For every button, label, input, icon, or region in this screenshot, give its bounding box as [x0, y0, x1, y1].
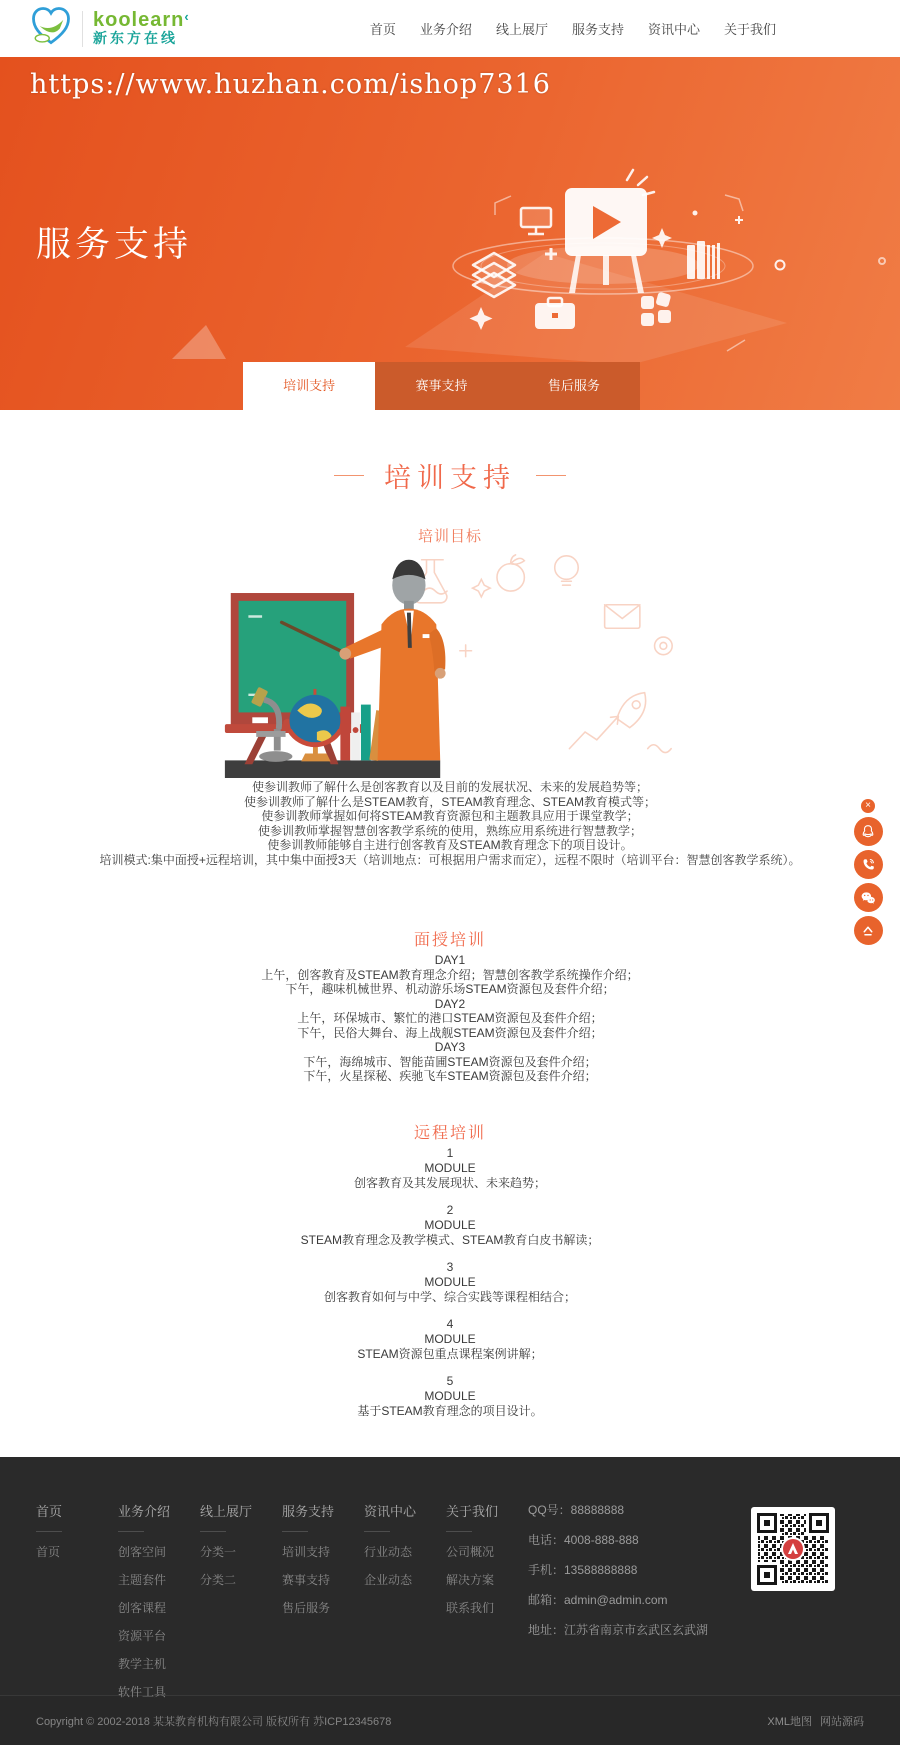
- onsite-schedule: [0, 953, 900, 1084]
- module-desc: STEAM教育理念及教学模式、STEAM教育白皮书解读；: [300, 1232, 600, 1247]
- footer-link[interactable]: 分类一: [200, 1545, 237, 1559]
- circle-decoration: [878, 257, 886, 265]
- xml-sitemap-link[interactable]: XML地图: [767, 1715, 812, 1728]
- module-item: [0, 1374, 900, 1419]
- footer-col-title: 线上展厅: [200, 1504, 253, 1519]
- schedule-line: 上午，环保城市、繁忙的港口STEAM资源包及套件介绍；: [297, 1011, 603, 1025]
- bottom-bar: [0, 1695, 900, 1745]
- close-icon: ×: [865, 800, 871, 811]
- schedule-line: DAY2: [434, 996, 466, 1011]
- footer-link[interactable]: 联系我们: [446, 1601, 495, 1615]
- doodles: [414, 555, 672, 753]
- module-label: MODULE: [424, 1160, 476, 1175]
- classroom-illustration: [220, 548, 680, 778]
- footer-link[interactable]: 软件工具: [118, 1685, 167, 1699]
- module-label: MODULE: [424, 1331, 476, 1346]
- nav-item-about[interactable]: 关于我们: [723, 22, 776, 37]
- site-footer: [0, 1457, 900, 1699]
- footer-col-showroom: [200, 1501, 282, 1695]
- qr-code: [751, 1507, 835, 1591]
- nav-item-business[interactable]: 业务介绍: [419, 22, 472, 37]
- module-desc: STEAM资源包重点课程案例讲解；: [357, 1346, 543, 1361]
- wechat-contact-button[interactable]: [854, 883, 883, 912]
- hero-banner: [0, 57, 900, 410]
- schedule-line: 下午，民俗大舞台、海上战舰STEAM资源包及套件介绍；: [297, 1025, 603, 1040]
- footer-col-divider: [36, 1531, 62, 1532]
- schedule-line: 下午，趣味机械世界、机动游乐场STEAM资源包及套件介绍；: [285, 982, 615, 996]
- wechat-icon: [859, 889, 877, 907]
- goal-line: 使参训教师掌握智慧创客教学系统的使用，熟练应用系统进行智慧教学；: [257, 823, 642, 838]
- footer-contact: [528, 1501, 744, 1695]
- footer-col-about: [446, 1501, 528, 1695]
- goal-line: 使参训教师掌握如何将STEAM教育资源包和主题教具应用于课堂教学；: [261, 809, 639, 823]
- top-header: [0, 0, 900, 57]
- phone-contact-button[interactable]: [854, 850, 883, 879]
- goal-line: 培训模式:集中面授+远程培训，其中集中面授3天（培训地点：可根据用户需求而定），远程不限时（培训平台：智慧创客教学系统）。: [99, 852, 801, 867]
- training-goals: [0, 780, 900, 867]
- module-label: MODULE: [424, 1274, 476, 1289]
- contact-qq: QQ号：88888888: [528, 1503, 625, 1517]
- footer-col-divider: [282, 1531, 308, 1532]
- goal-line: 使参训教师了解什么是STEAM教育，STEAM教育理念、STEAM教育模式等；: [243, 794, 657, 809]
- footer-col-divider: [200, 1531, 226, 1532]
- footer-link[interactable]: 分类二: [200, 1573, 237, 1587]
- schedule-line: 下午，海绵城市、智能苗圃STEAM资源包及套件介绍；: [303, 1054, 597, 1069]
- footer-col-divider: [446, 1531, 472, 1532]
- module-desc: 基于STEAM教育理念的项目设计。: [357, 1403, 543, 1418]
- footer-col-business: [118, 1501, 200, 1699]
- footer-col-title: 关于我们: [446, 1504, 499, 1519]
- triangle-decoration: [172, 325, 226, 359]
- tab-after-sales[interactable]: 售后服务: [547, 378, 600, 393]
- footer-col-divider: [118, 1531, 144, 1532]
- monitor: [521, 208, 551, 234]
- footer-link[interactable]: 创客课程: [118, 1601, 167, 1615]
- site-logo[interactable]: [30, 5, 189, 52]
- tab-training-support[interactable]: 培训支持: [243, 362, 375, 410]
- contact-address: 地址：江苏省南京市玄武区玄武湖: [528, 1623, 709, 1637]
- main-content: [0, 410, 900, 1457]
- logo-wordmark: koolearn: [93, 8, 185, 31]
- tab-competition-support[interactable]: 赛事支持: [415, 378, 468, 393]
- nav-item-showroom[interactable]: 线上展厅: [495, 22, 548, 37]
- section-title-text: 培训支持: [384, 463, 516, 493]
- title-dash-left: [334, 475, 364, 476]
- qq-contact-button[interactable]: [854, 817, 883, 846]
- module-number: 4: [446, 1316, 454, 1331]
- footer-link[interactable]: 公司概况: [446, 1545, 495, 1559]
- module-number: 3: [446, 1259, 454, 1274]
- module-number: 5: [446, 1373, 454, 1388]
- footer-col-divider: [364, 1531, 390, 1532]
- footer-link[interactable]: 资源平台: [118, 1629, 167, 1643]
- module-item: [0, 1146, 900, 1191]
- module-label: MODULE: [424, 1388, 476, 1403]
- hero-illustration: [395, 155, 795, 370]
- footer-col-title: 服务支持: [282, 1504, 335, 1519]
- schedule-line: 上午，创客教育及STEAM教育理念介绍；智慧创客教学系统操作介绍；: [261, 967, 639, 982]
- module-number: 2: [446, 1202, 454, 1217]
- watermark-url: https://www.huzhan.com/ishop7316: [30, 69, 551, 100]
- logo-subtext: 新东方在线: [93, 29, 178, 46]
- section-title: [0, 456, 900, 495]
- nav-item-support[interactable]: 服务支持: [571, 22, 624, 37]
- schedule-line: DAY1: [434, 953, 466, 967]
- module-number: 1: [446, 1145, 454, 1160]
- module-item: [0, 1203, 900, 1248]
- footer-link[interactable]: 创客空间: [118, 1545, 167, 1559]
- floating-action-bar: [853, 799, 883, 945]
- footer-link[interactable]: 首页: [36, 1545, 61, 1559]
- koolearn-heart-logo-icon: [30, 5, 72, 52]
- title-dash-right: [536, 475, 566, 476]
- site-source-link[interactable]: 网站源码: [820, 1715, 864, 1728]
- nav-item-home[interactable]: 首页: [369, 22, 396, 37]
- remote-training-heading: 远程培训: [413, 1124, 486, 1142]
- module-item: [0, 1317, 900, 1362]
- remote-modules: [0, 1146, 900, 1419]
- close-float-bar-button[interactable]: [861, 799, 875, 813]
- footer-link[interactable]: 企业动态: [364, 1573, 413, 1587]
- footer-link[interactable]: 培训支持: [282, 1545, 331, 1559]
- goal-heading: 培训目标: [417, 528, 482, 545]
- footer-col-title: 首页: [36, 1504, 63, 1519]
- footer-col-title: 资讯中心: [364, 1504, 417, 1519]
- footer-col-news: [364, 1501, 446, 1695]
- footer-link[interactable]: 售后服务: [282, 1601, 331, 1615]
- contact-mobile: 手机：13588888888: [528, 1563, 638, 1577]
- goal-line: 使参训教师能够自主进行创客教育及STEAM教育理念下的项目设计。: [267, 838, 633, 852]
- module-desc: 创客教育如何与中学、综合实践等课程相结合；: [323, 1289, 576, 1304]
- module-desc: 创客教育及其发展现状、未来趋势；: [353, 1175, 546, 1190]
- footer-col-title: 业务介绍: [118, 1504, 171, 1519]
- main-nav: [370, 19, 776, 38]
- back-to-top-button[interactable]: [854, 916, 883, 945]
- back-to-top-icon: [859, 922, 877, 940]
- footer-link[interactable]: 教学主机: [118, 1657, 167, 1671]
- support-tabs: [243, 362, 640, 410]
- contact-email: 邮箱：admin@admin.com: [528, 1593, 668, 1607]
- footer-col-support: [282, 1501, 364, 1695]
- module-label: MODULE: [424, 1217, 476, 1232]
- logo-divider: [82, 11, 83, 47]
- phone-icon: [860, 856, 877, 873]
- onsite-training-heading: 面授培训: [413, 932, 486, 949]
- page-title: 服务支持: [36, 225, 193, 264]
- footer-col-home: [36, 1501, 118, 1695]
- footer-link[interactable]: 解决方案: [446, 1573, 495, 1587]
- schedule-line: DAY3: [434, 1040, 466, 1054]
- schedule-line: 下午，火星探秘、疾驰飞车STEAM资源包及套件介绍；: [303, 1069, 597, 1083]
- logo-accent-mark: ‹: [184, 8, 189, 24]
- qq-icon: [859, 823, 877, 841]
- nav-item-news[interactable]: 资讯中心: [647, 22, 700, 37]
- footer-link[interactable]: 行业动态: [364, 1545, 413, 1559]
- copyright-text: Copyright © 2002-2018 某某教育机构有限公司 版权所有 苏ICP12345678: [36, 1715, 392, 1728]
- footer-link[interactable]: 赛事支持: [282, 1573, 331, 1587]
- footer-link[interactable]: 主题套件: [118, 1573, 167, 1587]
- contact-tel: 电话：4008-888-888: [528, 1533, 639, 1547]
- goal-line: 使参训教师了解什么是创客教育以及目前的发展状况、未来的发展趋势等；: [251, 780, 648, 794]
- module-item: [0, 1260, 900, 1305]
